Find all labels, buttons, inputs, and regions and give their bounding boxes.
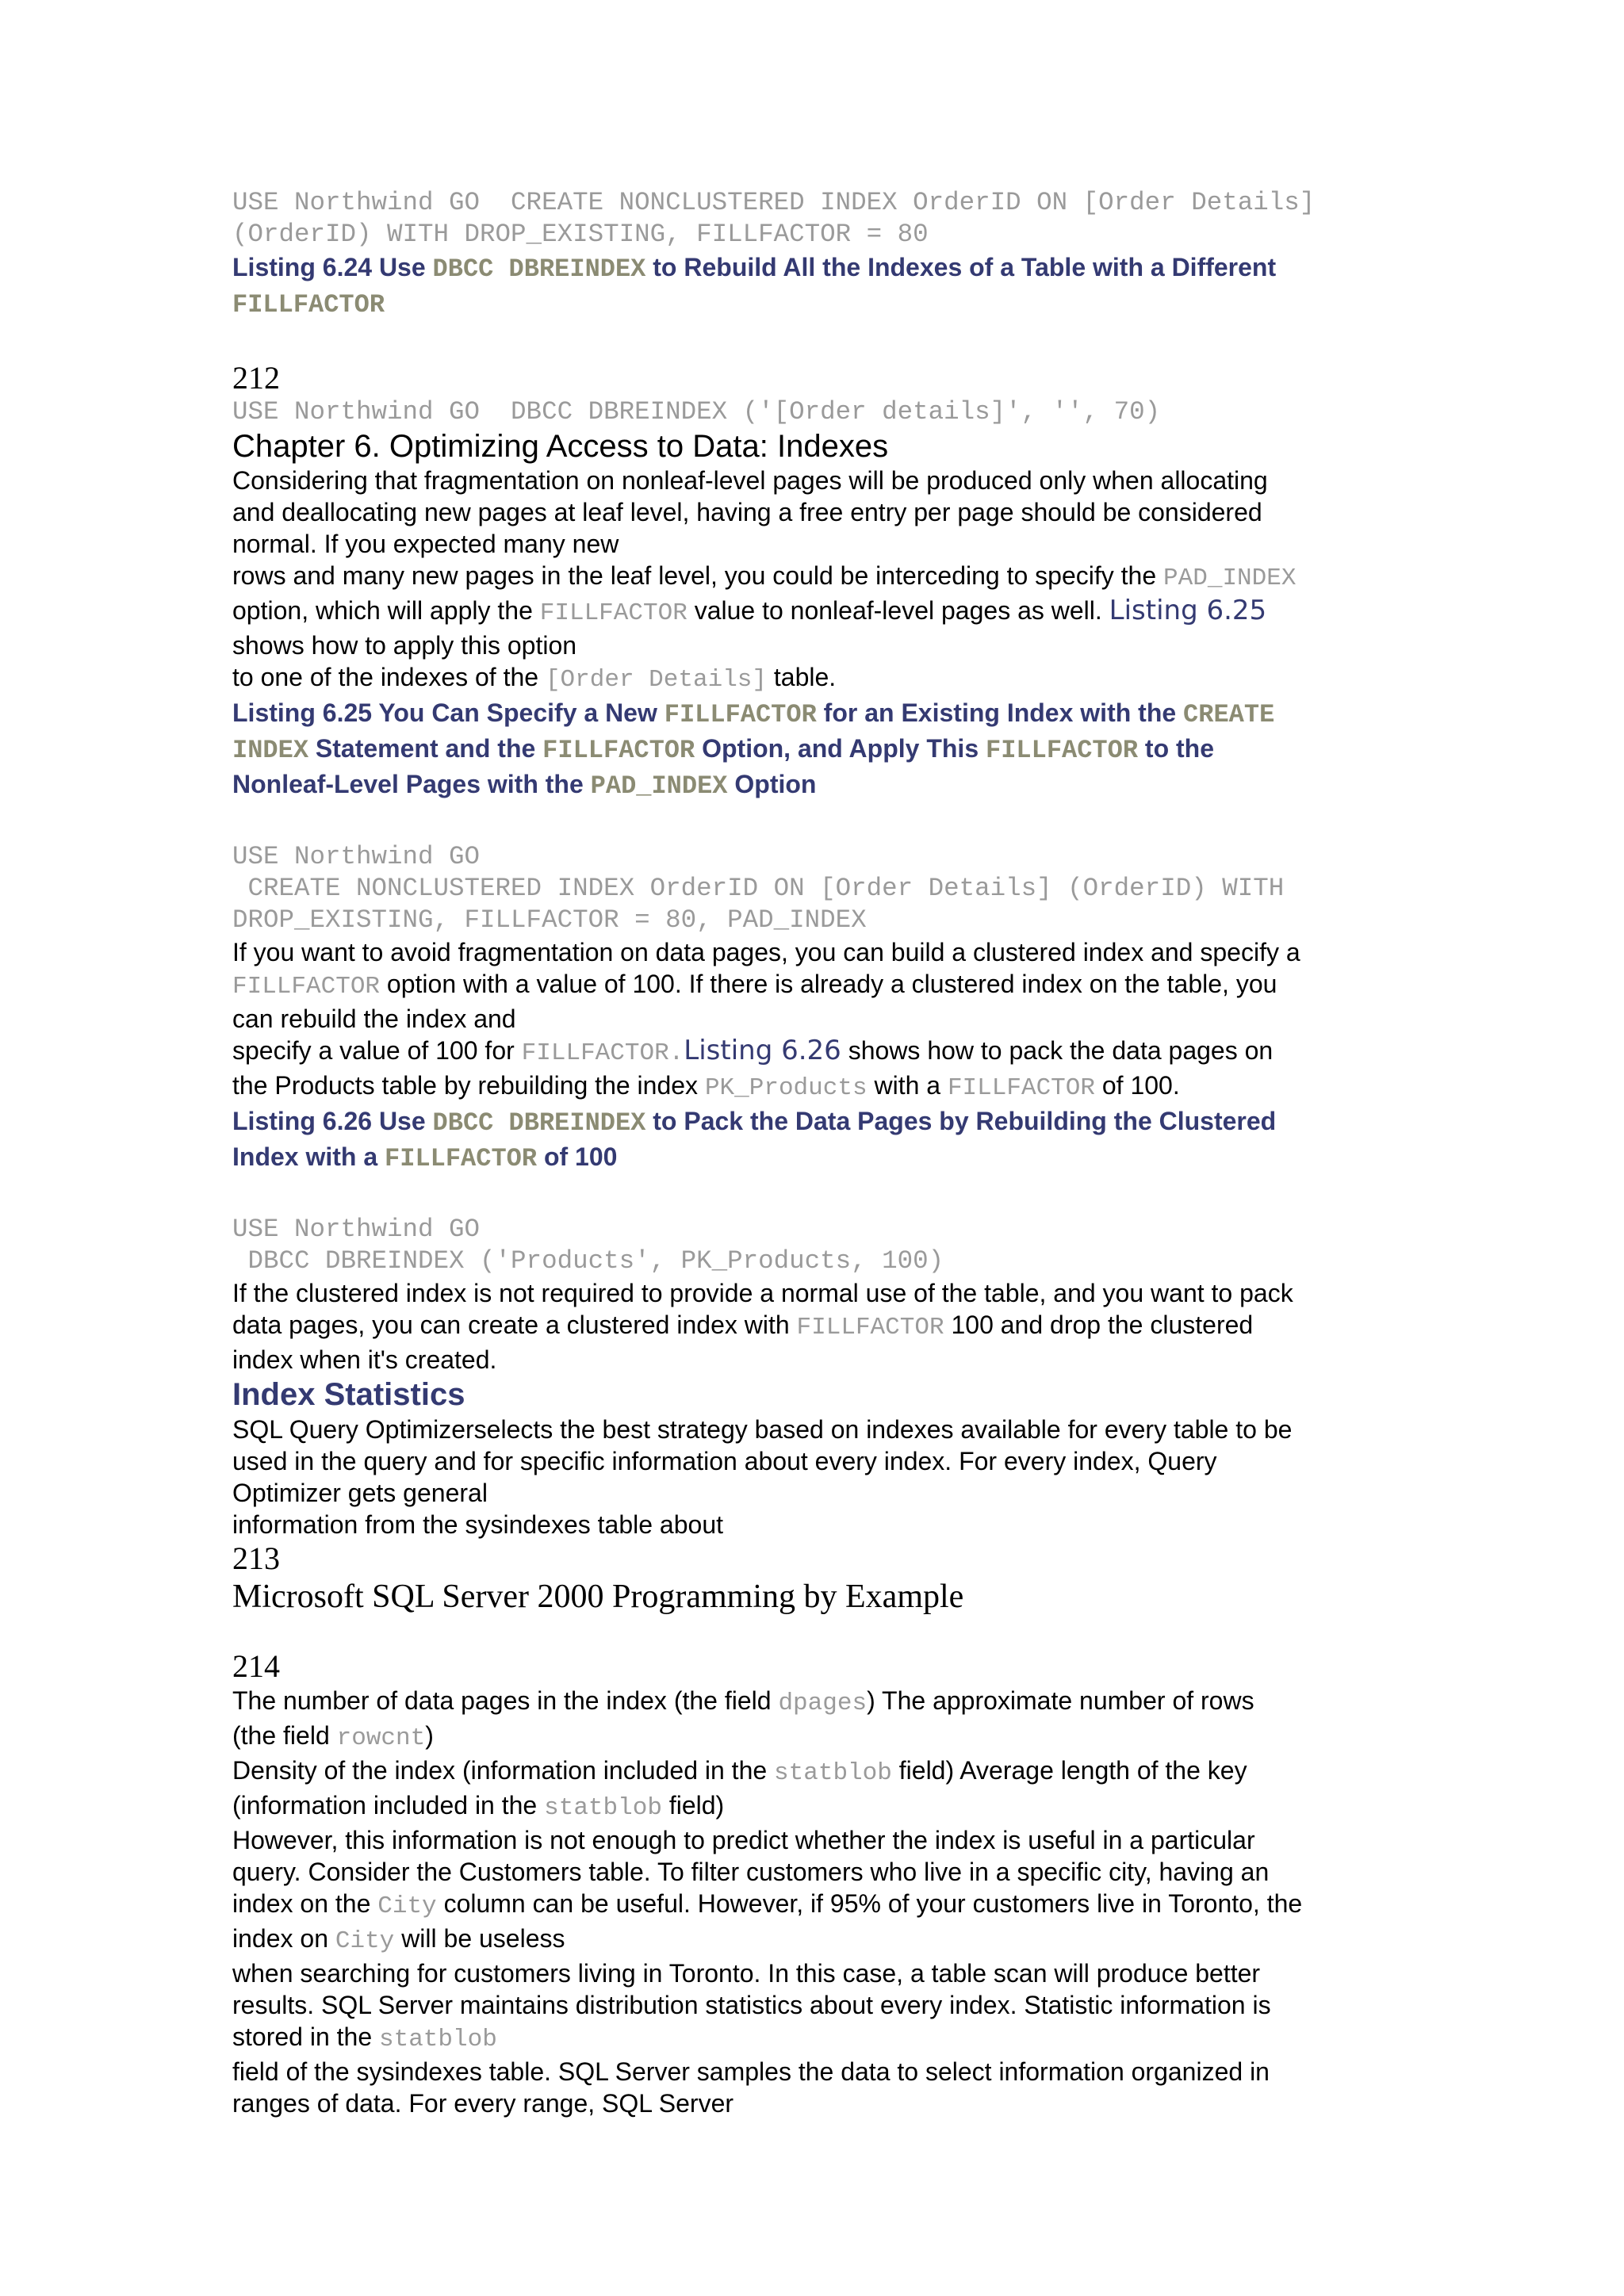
paragraph: If you want to avoid fragmentation on data pages, you can build a clustered index and specify a FILLFACTOR option with a value of 100. If there is already a clustered index on the table, you can rebuild the index and specify a value of 100 for FILLFACTOR.Listing 6.26 shows how to pack the data pages on the Products table by rebuilding the index PK_Products with a FILLFACTOR of 100. [232, 938, 1300, 1102]
book-title: Microsoft SQL Server 2000 Programming by Example [232, 1578, 964, 1615]
bullet-list: The number of data pages in the index (the field dpages) The approximate number of rows (the field rowcnt) Density of the index (information included in the statblob field) Average length of the key (information included in the statblob field) [232, 1686, 1254, 1822]
listing-caption-6-26: Listing 6.26 Use DBCC DBREINDEX to Pack the Data Pages by Rebuilding the Clustered Index with a FILLFACTOR of 100 [232, 1107, 1277, 1173]
section-heading: Index Statistics [232, 1377, 465, 1412]
chapter-title: Chapter 6. Optimizing Access to Data: Indexes [232, 429, 889, 464]
page-number: 213 [232, 1540, 280, 1576]
listing-link[interactable]: Listing 6.26 [684, 1035, 841, 1066]
listing-caption-6-24: Listing 6.24 Use DBCC DBREINDEX to Rebuild All the Indexes of a Table with a Different FILLFACTOR [232, 253, 1277, 320]
code-block: USE Northwind GO CREATE NONCLUSTERED INDEX OrderID ON [Order Details] (OrderID) WITH DROP_EXISTING, FILLFACTOR = 80, PAD_INDEX [232, 842, 1285, 935]
listing-caption-6-25: Listing 6.25 You Can Specify a New FILLFACTOR for an Existing Index with the CREATE INDEX Statement and the FILLFACTOR Option, and Apply This FILLFACTOR to the Nonleaf-Level Pages with the PAD_INDEX Option [232, 698, 1275, 801]
page-content [232, 187, 1422, 2119]
page-number: 212 [232, 360, 280, 396]
paragraph: Considering that fragmentation on nonleaf-level pages will be produced only when allocating and deallocating new pages at leaf level, having a free entry per page should be considered normal. If you expected many new rows and many new pages in the leaf level, you could be interceding to specify the PAD_INDEX option, which will apply the FILLFACTOR value to nonleaf-level pages as well. Listing 6.25 shows how to apply this option to one of the indexes of the [Order Details] table. [232, 466, 1297, 694]
code-block: USE Northwind GO CREATE NONCLUSTERED INDEX OrderID ON [Order Details] (OrderID) WITH DROP_EXISTING, FILLFACTOR = 80 [232, 188, 1316, 249]
page-number: 214 [232, 1648, 280, 1684]
paragraph: If the clustered index is not required to provide a normal use of the table, and you want to pack data pages, you can create a clustered index with FILLFACTOR 100 and drop the clustered index when it's created. [232, 1279, 1293, 1374]
code-block: USE Northwind GO DBCC DBREINDEX ('[Order details]', '', 70) [232, 397, 1161, 427]
paragraph: SQL Query Optimizerselects the best strategy based on indexes available for every table to be used in the query and for specific information about every index. For every index, Query Optimizer gets general information from the sysindexes table about [232, 1415, 1293, 1539]
code-block: USE Northwind GO DBCC DBREINDEX ('Products', PK_Products, 100) [232, 1215, 944, 1276]
listing-link[interactable]: Listing 6.25 [1109, 595, 1267, 626]
paragraph: However, this information is not enough to predict whether the index is useful in a particular query. Consider the Customers table. To filter customers who live in a specific city, having an index on the City column can be useful. However, if 95% of your customers live in Toronto, the index on City will be useless when searching for customers living in Toronto. In this case, a table scan will produce better results. SQL Server maintains distribution statistics about every index. Statistic information is stored in the statblob field of the sysindexes table. SQL Server samples the data to select information organized in ranges of data. For every range, SQL Server [232, 1826, 1303, 2118]
